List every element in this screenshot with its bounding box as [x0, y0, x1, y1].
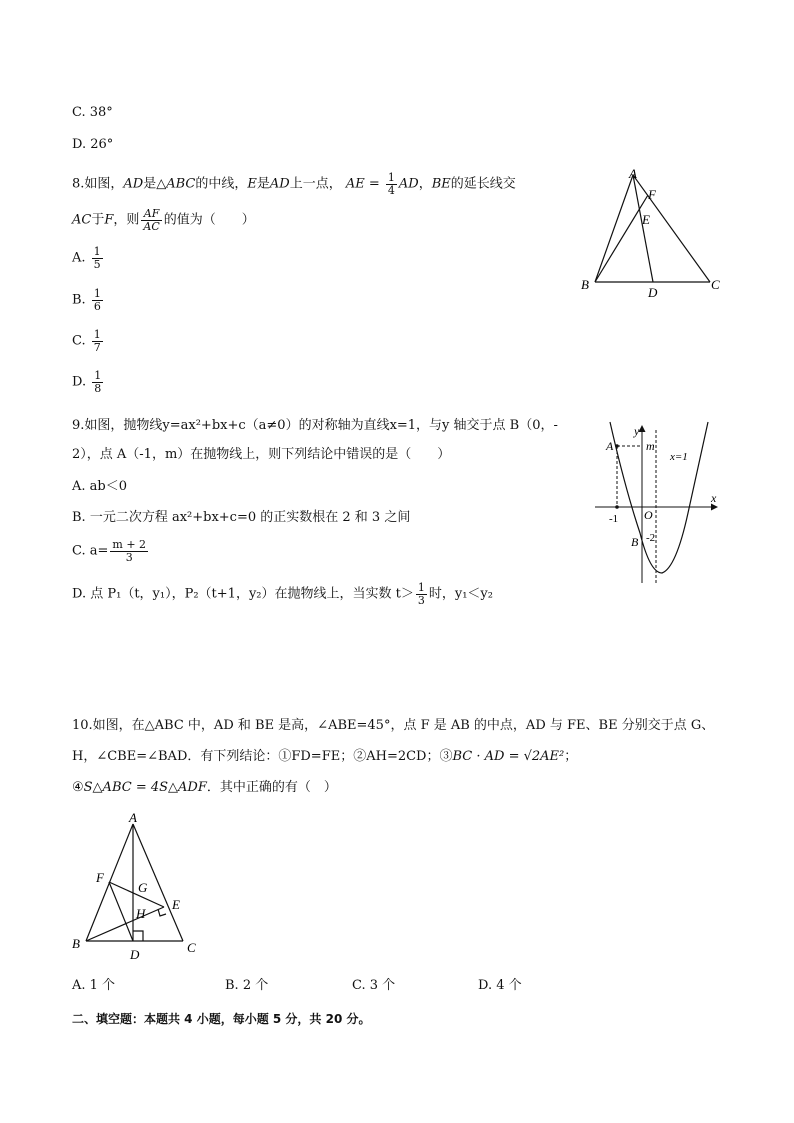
q10-text: ； [564, 749, 578, 764]
section-2-heading: 二、填空题：本题共 4 小题，每小题 5 分，共 20 分。 [72, 1012, 371, 1026]
q8-var-ad: AD [269, 176, 290, 192]
parabola-curve [610, 422, 708, 573]
q10-text: ④ [72, 780, 84, 795]
q8-var-ac: AC [72, 212, 92, 228]
frac-den: AC [143, 219, 160, 233]
q8-var-e: E [247, 176, 257, 192]
q9-option-d-fraction [416, 582, 427, 606]
q8-text: 的值为（ ） [163, 212, 255, 228]
frac-num: 1 [94, 369, 102, 382]
frac-den: 3 [125, 550, 133, 564]
q9-option-c [72, 539, 150, 563]
q10-line2 [72, 750, 577, 763]
label-b: B [581, 277, 589, 292]
label-a: A [629, 166, 637, 181]
q10-text: H，∠CBE=∠BAD．有下列结论：①FD=FE；②AH=2CD；③ [72, 749, 453, 764]
q8-text: ， [418, 176, 432, 192]
label-a: A [606, 439, 614, 453]
frac-den: 3 [417, 593, 425, 607]
label-b: B [631, 535, 639, 549]
option-label: D. [72, 374, 87, 390]
label-c: C [711, 277, 720, 292]
point-neg1 [615, 505, 619, 509]
q10-eq3: BC · AD = √2AE² [452, 749, 565, 764]
q8-eq-fraction [386, 172, 397, 196]
label-x1: x=1 [670, 451, 688, 463]
option-fraction [92, 370, 103, 394]
label-e: E [642, 212, 650, 227]
option-fraction [92, 329, 103, 353]
option-fraction [92, 246, 103, 270]
q8-option-d [72, 370, 105, 394]
right-angle-d [133, 931, 143, 941]
label-o: O [644, 508, 653, 522]
frac-den: 5 [93, 257, 101, 271]
q9-option-a: A. ab＜0 [72, 479, 127, 494]
label-neg2: -2 [646, 532, 656, 544]
q8-text: 的中线， [195, 176, 248, 192]
q9-line1: 9.如图，抛物线y=ax²+bx+c（a≠0）的对称轴为直线x=1，与y 轴交于点 B（0，- [72, 418, 558, 433]
q8-var-be: BE [431, 176, 451, 192]
q8-text: 的延长线交 [450, 176, 516, 192]
q10-line3 [72, 781, 337, 794]
frac-den: 7 [93, 340, 101, 354]
q8-line2 [72, 208, 255, 232]
q10-option-d: D. 4 个 [478, 978, 522, 993]
q8-var-ad: AD [123, 176, 144, 192]
frac-num: 1 [93, 328, 101, 341]
label-h: H [136, 906, 146, 921]
frac-den: 8 [94, 381, 102, 395]
side-ac [633, 175, 710, 282]
label-d: D [130, 947, 140, 962]
label-f: F [648, 187, 656, 202]
q8-var-f: F [104, 212, 114, 228]
label-a: A [129, 810, 137, 825]
q8-text: 如图， [84, 176, 124, 192]
q10-triangle-figure [66, 808, 216, 963]
frac-num: AF [141, 208, 161, 221]
frac-num: 1 [93, 245, 101, 258]
q8-triangle-figure [575, 160, 735, 305]
q9-option-d-text: 时，y₁＜y₂ [428, 586, 493, 602]
q10-option-a: A. 1 个 [72, 978, 116, 993]
label-f: F [96, 870, 104, 885]
q10-option-b: B. 2 个 [225, 978, 269, 993]
q8-text: 上一点， [289, 176, 342, 192]
frac-num: 1 [93, 287, 101, 300]
frac-num: m + 2 [112, 538, 147, 551]
q9-option-d-text: D. 点 P₁（t，y₁），P₂（t+1，y₂）在抛物线上，当实数 t＞ [72, 586, 414, 602]
q8-option-a [72, 246, 105, 270]
frac-den: 6 [93, 299, 101, 313]
q8-text: 是 [256, 176, 270, 192]
frac-num: 1 [387, 171, 395, 184]
option-label: B. [72, 292, 86, 308]
q8-text: 于 [91, 212, 105, 228]
frac-num: 1 [417, 581, 425, 594]
q8-var-abc: ABC [166, 176, 196, 192]
q9-parabola-figure [590, 418, 725, 588]
q8-ratio-fraction [141, 208, 161, 232]
option-label: C. [72, 333, 86, 349]
q9-option-c-fraction [110, 539, 148, 563]
q9-option-b: B. 一元二次方程 ax²+bx+c=0 的正实数根在 2 和 3 之间 [72, 510, 411, 525]
q10-line1: 10.如图，在△ABC 中，AD 和 BE 是高，∠ABE=45°，点 F 是 AB 的中点，AD 与 FE、BE 分别交于点 G、 [72, 718, 715, 733]
label-x: x [711, 491, 717, 505]
q8-number: 8. [72, 176, 85, 192]
q7-option-c: C. 38° [72, 105, 113, 120]
label-g: G [138, 880, 148, 895]
q9-option-c-text: C. a= [72, 543, 109, 559]
option-fraction [92, 288, 103, 312]
q8-text: ，则 [113, 212, 140, 228]
q8-text: 是△ [143, 176, 167, 192]
label-m: m [646, 439, 655, 453]
q10-text: ．其中正确的有（ ） [206, 780, 337, 795]
label-d: D [648, 285, 658, 300]
q10-option-c: C. 3 个 [352, 978, 396, 993]
q7-option-d: D. 26° [72, 137, 114, 152]
q8-line1 [72, 172, 516, 196]
q9-option-d [72, 582, 493, 606]
frac-den: 4 [387, 183, 395, 197]
label-c: C [187, 940, 196, 955]
q8-option-c [72, 329, 105, 353]
option-label: A. [72, 250, 86, 266]
label-neg1: -1 [609, 513, 619, 525]
q8-option-b [72, 288, 105, 312]
right-angle-e [158, 909, 166, 916]
label-b: B [72, 936, 80, 951]
label-y: y [634, 424, 640, 438]
q9-line2: 2），点 A（-1，m）在抛物线上，则下列结论中错误的是（ ） [72, 447, 451, 462]
label-e: E [172, 897, 180, 912]
q8-eq-lhs: AE = [345, 176, 380, 192]
q10-eq4: S△ABC = 4S△ADF [83, 780, 207, 795]
q8-eq-rhs: AD [398, 176, 419, 192]
point-a [615, 444, 619, 448]
